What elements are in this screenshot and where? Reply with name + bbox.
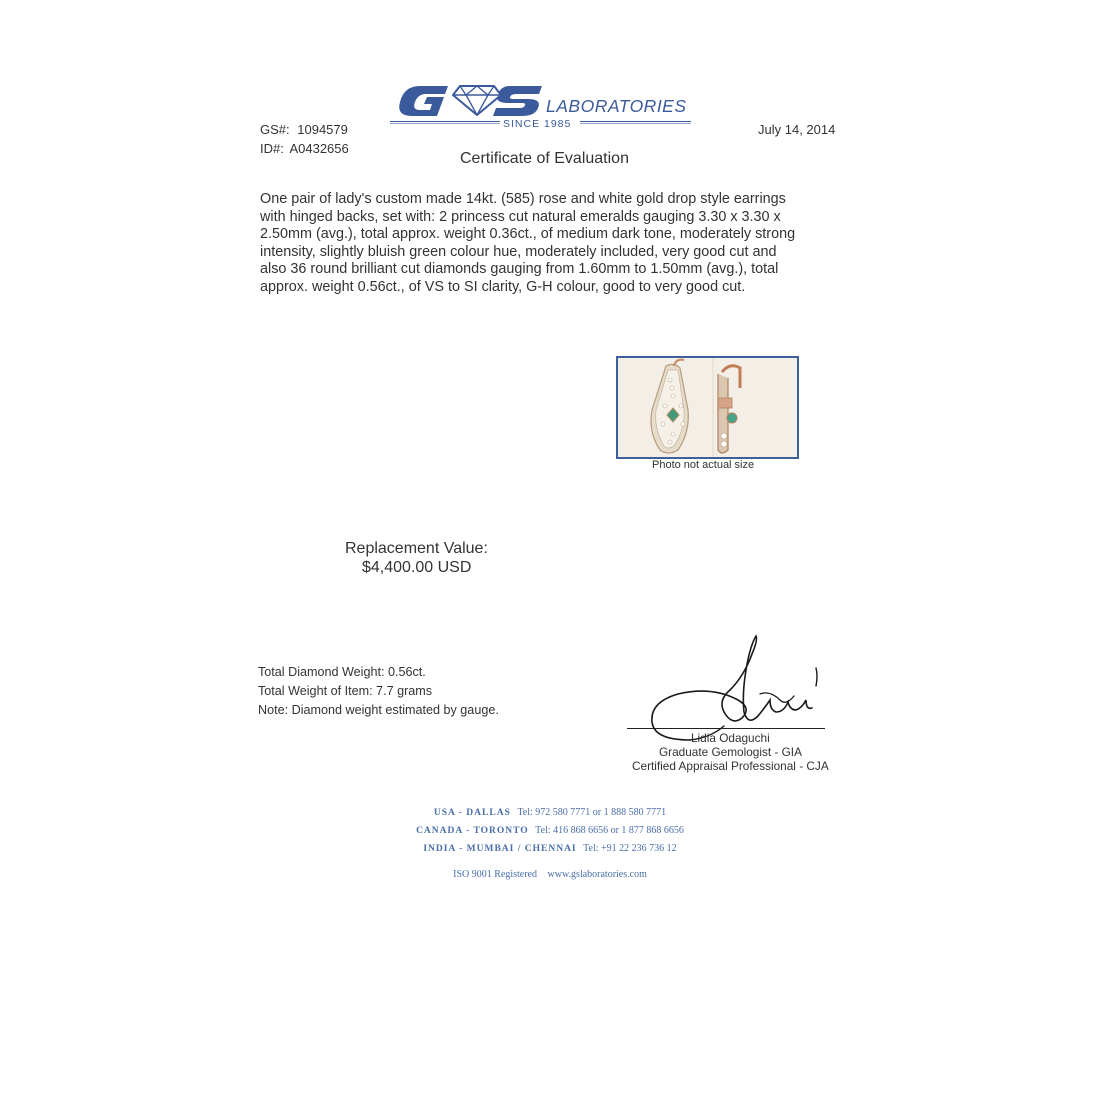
item-description	[260, 191, 850, 297]
gs-label: GS#:	[260, 122, 290, 137]
footer-tel: Tel: 416 868 6656 or 1 877 868 6656	[535, 825, 684, 836]
item-weight-row	[258, 682, 499, 701]
logo-rule-left	[390, 121, 500, 122]
description-line: intensity, slightly bluish green colour hue, moderately included, very good cut and	[260, 243, 777, 260]
footer-location	[350, 822, 750, 840]
item-weight-value: : 7.7 grams	[369, 684, 433, 698]
footer-tel: Tel: 972 580 7771 or 1 888 580 7771	[517, 807, 667, 818]
id-label: ID#:	[260, 141, 284, 156]
certificate-ids	[260, 120, 349, 158]
id-number-row	[260, 139, 349, 158]
note-label: Note	[258, 703, 285, 717]
id-number: A0432656	[289, 141, 349, 156]
diamond-weight-label: Total Diamond Weight	[258, 665, 381, 679]
certificate-date: July 14, 2014	[758, 122, 836, 137]
description-line: 2.50mm (avg.), total approx. weight 0.36ct., of medium dark tone, moderately strong	[260, 226, 796, 243]
weight-summary	[258, 663, 499, 720]
signer-title-cja: Certified Appraisal Professional - CJA	[632, 759, 829, 773]
footer-city: USA - DALLAS	[433, 808, 511, 818]
diamond-weight-value: : 0.56ct.	[380, 665, 426, 679]
gs-number-row	[260, 120, 349, 139]
logo-since: SINCE 1985	[503, 118, 572, 130]
footer-city: CANADA - TORONTO	[416, 826, 529, 836]
page-title: Certificate of Evaluation	[460, 150, 629, 167]
replacement-value-label: Replacement Value:	[345, 540, 488, 557]
description-line: also 36 round brilliant cut diamonds gauging from 1.60mm to 1.50mm (avg.), total	[260, 261, 779, 278]
diamond-icon	[452, 84, 502, 121]
logo-rule-right-2	[580, 123, 691, 124]
signer-title-gia: Graduate Gemologist - GIA	[659, 745, 802, 759]
description-line: with hinged backs, set with: 2 princess cut natural emeralds gauging 3.30 x 3.30 x	[260, 208, 781, 225]
footer-city: INDIA - MUMBAI / CHENNAI	[423, 844, 577, 854]
note-value: : Diamond weight estimated by gauge.	[284, 703, 499, 717]
logo-wordmark: LABORATORIES	[546, 96, 687, 116]
website-link[interactable]: www.gslaboratories.com	[547, 869, 647, 880]
gs-number: 1094579	[297, 122, 348, 137]
replacement-value-amount: $4,400.00 USD	[362, 559, 472, 576]
photo-caption: Photo not actual size	[652, 459, 755, 471]
logo-rule-right	[580, 121, 691, 122]
footer-contacts	[350, 804, 750, 883]
footer-tel: Tel: +91 22 236 736 12	[583, 843, 677, 854]
signer-name: Lidia Odaguchi	[691, 731, 770, 745]
signature-line	[627, 728, 825, 729]
note-row	[258, 701, 499, 720]
item-photo	[616, 356, 799, 459]
description-line: One pair of lady's custom made 14kt. (585) rose and white gold drop style earrings	[260, 191, 786, 207]
logo-rule-left-2	[390, 123, 500, 124]
description-line: approx. weight 0.56ct., of VS to SI clarity, G-H colour, good to very good cut.	[260, 278, 746, 295]
footer-location	[350, 840, 750, 858]
iso-registration: ISO 9001 Registered	[453, 869, 538, 880]
diamond-weight-row	[258, 663, 499, 682]
footer-registration	[350, 866, 750, 883]
item-weight-label: Total Weight of Item	[258, 684, 370, 698]
footer-location	[350, 804, 750, 822]
